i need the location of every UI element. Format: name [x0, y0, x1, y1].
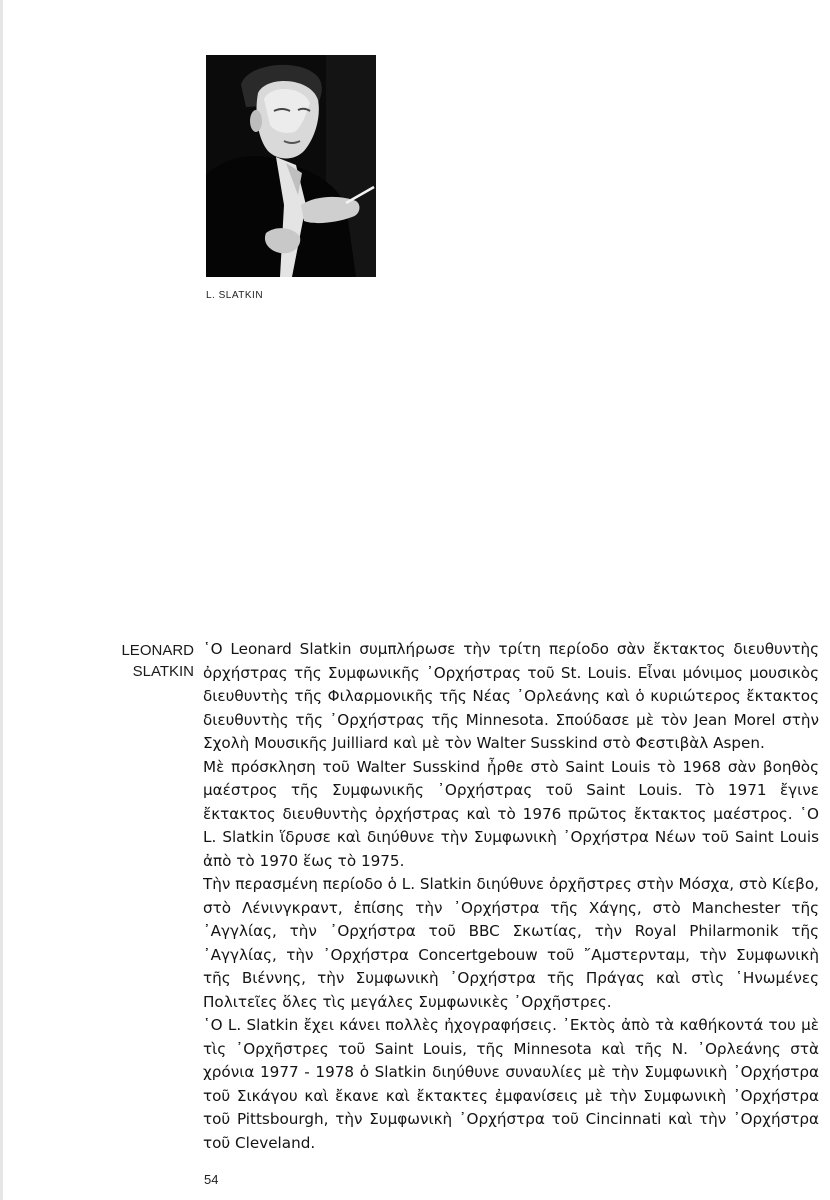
section-name: [104, 640, 194, 682]
conductor-photo-image: [206, 55, 376, 277]
page-number: 54: [204, 1172, 219, 1187]
section-name-first: LEONARD: [121, 642, 194, 659]
paragraph: Μὲ πρόσκληση τοῦ Walter Susskind ἦρθε στὸ Saint Louis τὸ 1968 σὰν βοηθὸς μαέστρος τῆς Συμφωνικῆς ᾿Ορχήστρας τοῦ Saint Louis. Τὸ 1971 ἔγινε ἔκτακτος διευθυντὴς ὀρχήστρας καὶ τὸ 1976 πρῶτος ἔκτακτος μαέστρος. ῾Ο L. Slatkin ἵδρυσε καὶ διηύθυνε τὴν Συμφωνικὴ ᾿Ορχήστρα Νέων τοῦ Saint Louis ἀπὸ τὸ 1970 ἕως τὸ 1975.: [203, 757, 819, 870]
biography-text: [203, 638, 819, 1155]
conductor-photo: [206, 55, 376, 277]
photo-caption: L. SLATKIN: [206, 290, 264, 301]
paragraph: ῾Ο L. Slatkin ἔχει κάνει πολλὲς ἠχογραφήσεις. ᾿Εκτὸς ἀπὸ τὰ καθήκοντά του μὲ τὶς ᾿Ορχῆστρες τοῦ Saint Louis, τῆς Minnesota καὶ τῆς Ν. ᾿Ορλεάνης στὰ χρόνια 1977 - 1978 ὁ Slatkin διηύθυνε συναυλίες μὲ τὴν Συμφωνικὴ ᾿Ορχήστρα τοῦ Σικάγου καὶ ἔκανε καὶ ἔκτακτες ἐμφανίσεις μὲ τὴν Συμφωνικὴ ᾿Ορχήστρα τοῦ Pittsbourgh, τὴν Συμφωνικὴ ᾿Ορχήστρα τοῦ Cincinnati καὶ τὴν ᾿Ορχήστρα τοῦ Cleveland.: [203, 1016, 819, 1152]
paragraph: ῾Ο Leonard Slatkin συμπλήρωσε τὴν τρίτη περίοδο σὰν ἔκτακτος διευθυντὴς ὀρχήστρας τῆς Συμφωνικῆς ᾿Ορχήστρας τοῦ St. Louis. Εἶναι μόνιμος μουσικὸς διευθυντὴς τῆς Φιλαρμονικῆς τῆς Νέας ᾿Ορλεάνης καὶ ὁ κυριώτερος ἔκτακτος διευθυντὴς τῆς ᾿Ορχήστρας τῆς Minnesota. Σπούδασε μὲ τὸν Jean Morel στὴν Σχολὴ Μουσικῆς Juilliard καὶ μὲ τὸν Walter Susskind στὸ Φεστιβὰλ Aspen.: [203, 640, 819, 752]
section-name-last: SLATKIN: [132, 663, 194, 680]
paragraph: Τὴν περασμένη περίοδο ὁ L. Slatkin διηύθυνε ὀρχῆστρες στὴν Μόσχα, στὸ Κίεβο, στὸ Λένινγκραντ, ἐπίσης τὴν ᾿Ορχήστρα τῆς Χάγης, στὸ Manchester τῆς ᾿Αγγλίας, τὴν ᾿Ορχήστρα τοῦ BBC Σκωτίας, τὴν Royal Philarmonik τῆς ᾿Αγγλίας, τὴν ᾿Ορχήστρα Concertgebouw τοῦ ῎Αμστερνταμ, τὴν Συμφωνικὴ τῆς Βιέννης, τὴν Συμφωνικὴ ᾿Ορχήστρα τῆς Πράγας καὶ στὶς ῾Ηνωμένες Πολιτεῖες ὅλες τὶς μεγάλες Συμφωνικὲς ᾿Ορχῆστρες.: [203, 875, 819, 1011]
